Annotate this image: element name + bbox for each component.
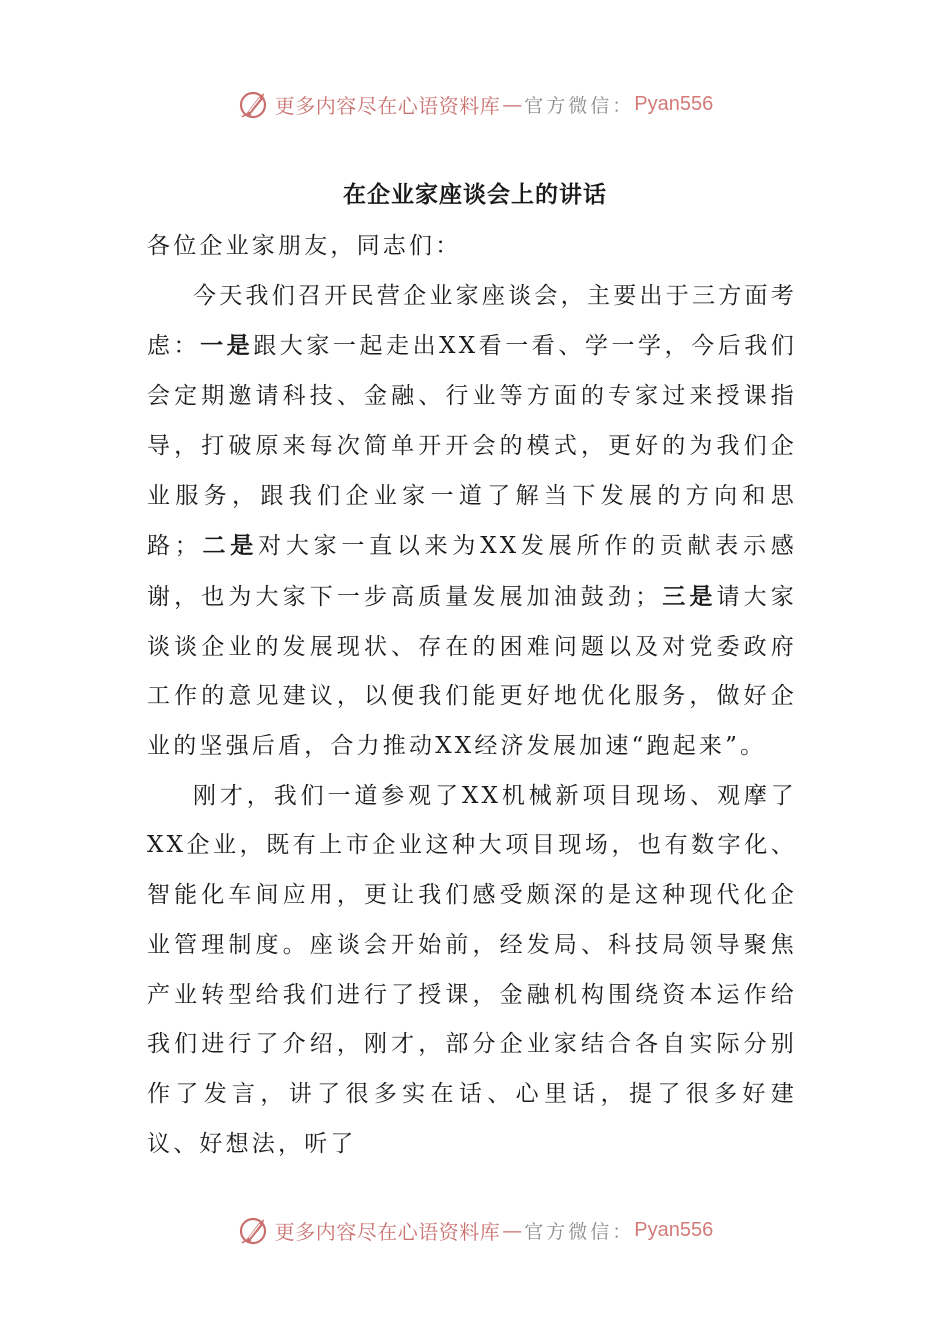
paragraph-1: [147, 272, 797, 772]
pen-logo-icon: [237, 1213, 271, 1247]
paragraph-2: 刚才，我们一道参观了XX机械新项目现场、观摩了XX企业，既有上市企业这种大项目现场，也有数字化、智能化车间应用，更让我们感受颇深的是这种现代化企业管理制度。座谈会开始前，经发局、科技局领导聚焦产业转型给我们进行了授课，金融机构围绕资本运作给我们进行了介绍，刚才，部分企业家结合各自实际分别作了发言，讲了很多实在话、心里话，提了很多好建议、好想法，听了: [147, 782, 797, 1157]
greeting: 各位企业家朋友，同志们：: [147, 233, 462, 259]
banner-wechat-id: Pyan556: [634, 92, 714, 115]
p1-point-2-label: 二是: [200, 532, 259, 560]
p1-intro: 今天我们召开民营企业家座谈会，主要出于三方面考虑：: [147, 282, 797, 360]
banner-wechat-label: 官方微信：: [524, 94, 635, 117]
banner-separator: —: [502, 92, 523, 116]
banner-wechat-id: Pyan556: [634, 1218, 714, 1241]
footer-banner: [0, 1208, 950, 1252]
p1-point-3-label: 三是: [661, 582, 717, 610]
p1-point-1-label: 一是: [200, 332, 254, 360]
p1-point-2-text: 对大家一直以来为XX发展所作的贡献表示感谢，也为大家下一步高质量发展加油鼓劲；: [147, 533, 798, 610]
banner-separator: —: [502, 1218, 523, 1242]
p1-point-1-text: 跟大家一起走出XX看一看、学一学，今后我们会定期邀请科技、金融、行业等方面的专家过来授课指导，打破原来每次简单开开会的模式，更好的为我们企业服务，跟我们企业家一道了解当下发展的方向和思路；: [147, 333, 798, 560]
banner-wechat-label: 官方微信：: [524, 1220, 635, 1243]
p1-point-3-text: 请大家谈谈企业的发展现状、存在的困难问题以及对党委政府工作的意见建议，以便我们能更好地优化服务，做好企业的坚强后盾，合力推动XX经济发展加速“跑起来”。: [147, 583, 797, 760]
document-body: [147, 222, 797, 1169]
banner-brand-text: 更多内容尽在心语资料库: [274, 1219, 501, 1244]
header-banner: [0, 82, 950, 126]
pen-logo-icon: [237, 87, 271, 121]
document-title: 在企业家座谈会上的讲话: [343, 181, 607, 208]
banner-brand-text: 更多内容尽在心语资料库: [274, 93, 501, 118]
